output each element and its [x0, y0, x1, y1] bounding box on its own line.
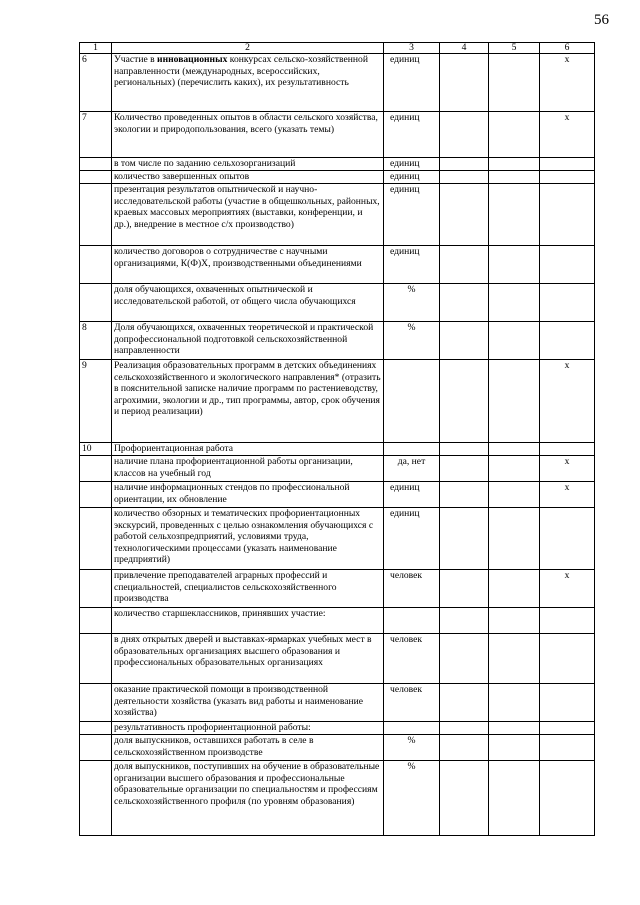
indicator-description: доля обучающихся, охваченных опытнической и исследовательской работой, от общего числа обучающихся [112, 284, 384, 322]
value-cell [440, 246, 489, 284]
column-header: 5 [489, 43, 540, 54]
indicator-description: презентация результатов опытнической и научно-исследовательской работы (участие в общешкольных, районных, краевых массовых мероприятиях (выставки, конференции, и др.), внедрение в местное с/х производство) [112, 184, 384, 246]
row-number: 7 [80, 112, 112, 158]
value-cell [489, 360, 540, 443]
row-number [80, 608, 112, 634]
row-number: 8 [80, 322, 112, 360]
mark-cell [540, 158, 595, 171]
mark-cell [540, 684, 595, 722]
unit-cell: единиц [384, 508, 440, 570]
row-number [80, 171, 112, 184]
unit-cell: % [384, 761, 440, 836]
unit-cell: % [384, 322, 440, 360]
unit-cell: человек [384, 684, 440, 722]
unit-cell [384, 608, 440, 634]
value-cell [489, 112, 540, 158]
value-cell [489, 184, 540, 246]
indicator-description: доля выпускников, поступивших на обучение в образовательные организации высшего образования и профессиональные образовательные организации по специальностям и профессиям сельскохозяйственного профиля (по уровням образования) [112, 761, 384, 836]
table-row [80, 443, 595, 456]
table-row [80, 284, 595, 322]
indicator-description: Профориентационная работа [112, 443, 384, 456]
row-number [80, 246, 112, 284]
value-cell [489, 508, 540, 570]
value-cell [489, 246, 540, 284]
value-cell [489, 158, 540, 171]
table-row [80, 722, 595, 735]
indicator-description: Реализация образовательных программ в детских объединениях сельскохозяйственного и экологического направления* (отразить в пояснительной записке наличие программ по растениеводству, агрохимии, экологии и др., тип программы, автор, срок обучения и период реализации) [112, 360, 384, 443]
value-cell [489, 735, 540, 761]
row-number [80, 684, 112, 722]
value-cell [489, 456, 540, 482]
table-row [80, 634, 595, 684]
indicator-description: количество обзорных и тематических профориентационных экскурсий, проведенных с целью ознакомления обучающихся с работой сельхозпредприятий, условиями труда, технологическими процессами (указать наименование предприятий) [112, 508, 384, 570]
row-number [80, 456, 112, 482]
table-row [80, 570, 595, 608]
row-number [80, 722, 112, 735]
mark-cell [540, 508, 595, 570]
indicator-description: Доля обучающихся, охваченных теоретической и практической допрофессиональной подготовкой сельскохозяйственной направленности [112, 322, 384, 360]
indicator-description: количество договоров о сотрудничестве с научными организациями, К(Ф)Х, производственными объединениями [112, 246, 384, 284]
unit-cell: единиц [384, 246, 440, 284]
indicator-table [79, 42, 595, 836]
unit-cell [384, 360, 440, 443]
unit-cell: человек [384, 570, 440, 608]
table-row [80, 322, 595, 360]
value-cell [489, 684, 540, 722]
table-row [80, 761, 595, 836]
table-row [80, 112, 595, 158]
page-number: 56 [594, 12, 609, 28]
unit-cell: да, нет [384, 456, 440, 482]
value-cell [440, 112, 489, 158]
row-number [80, 508, 112, 570]
header-row [80, 43, 595, 54]
indicator-description: Количество проведенных опытов в области сельского хозяйства, экологии и природопользования, всего (указать темы) [112, 112, 384, 158]
indicator-description: результативность профориентационной работы: [112, 722, 384, 735]
value-cell [440, 570, 489, 608]
table-row [80, 456, 595, 482]
indicator-description: Участие в инновационных конкурсах сельско-хозяйственной направленности (международных, всероссийских, региональных) (перечислить каких), их результативность [112, 54, 384, 112]
mark-cell [540, 184, 595, 246]
mark-cell: x [540, 482, 595, 508]
mark-cell [540, 722, 595, 735]
mark-cell [540, 634, 595, 684]
mark-cell [540, 246, 595, 284]
value-cell [440, 482, 489, 508]
value-cell [440, 322, 489, 360]
row-number [80, 570, 112, 608]
table-row [80, 54, 595, 112]
value-cell [440, 634, 489, 684]
row-number [80, 284, 112, 322]
unit-cell [384, 443, 440, 456]
unit-cell: единиц [384, 184, 440, 246]
mark-cell: x [540, 570, 595, 608]
unit-cell: единиц [384, 54, 440, 112]
indicator-description: наличие плана профориентационной работы организации, классов на учебный год [112, 456, 384, 482]
value-cell [489, 443, 540, 456]
indicator-description: количество завершенных опытов [112, 171, 384, 184]
value-cell [489, 482, 540, 508]
value-cell [440, 284, 489, 322]
table-row [80, 482, 595, 508]
mark-cell [540, 171, 595, 184]
row-number [80, 184, 112, 246]
unit-cell: единиц [384, 482, 440, 508]
value-cell [440, 761, 489, 836]
value-cell [440, 184, 489, 246]
unit-cell: единиц [384, 158, 440, 171]
value-cell [489, 284, 540, 322]
table-row [80, 684, 595, 722]
value-cell [440, 443, 489, 456]
table-row [80, 608, 595, 634]
value-cell [489, 54, 540, 112]
value-cell [440, 171, 489, 184]
column-header: 6 [540, 43, 595, 54]
value-cell [440, 608, 489, 634]
mark-cell [540, 443, 595, 456]
column-header: 4 [440, 43, 489, 54]
value-cell [489, 722, 540, 735]
indicator-description: в том числе по заданию сельхозорганизаций [112, 158, 384, 171]
indicator-description: привлечение преподавателей аграрных профессий и специальностей, специалистов сельскохозяйственного производства [112, 570, 384, 608]
column-header: 1 [80, 43, 112, 54]
mark-cell [540, 284, 595, 322]
row-number: 9 [80, 360, 112, 443]
mark-cell [540, 322, 595, 360]
mark-cell [540, 608, 595, 634]
value-cell [489, 171, 540, 184]
unit-cell [384, 722, 440, 735]
mark-cell: x [540, 360, 595, 443]
unit-cell: % [384, 284, 440, 322]
table-row [80, 171, 595, 184]
mark-cell: x [540, 54, 595, 112]
table-row [80, 184, 595, 246]
value-cell [489, 634, 540, 684]
table-row [80, 246, 595, 284]
row-number: 6 [80, 54, 112, 112]
column-header: 2 [112, 43, 384, 54]
table-row [80, 735, 595, 761]
table-row [80, 508, 595, 570]
row-number [80, 158, 112, 171]
value-cell [489, 608, 540, 634]
unit-cell: % [384, 735, 440, 761]
indicator-description: доля выпускников, оставшихся работать в селе в сельскохозяйственном производстве [112, 735, 384, 761]
indicator-description: наличие информационных стендов по профессиональной ориентации, их обновление [112, 482, 384, 508]
value-cell [489, 570, 540, 608]
indicator-description: в днях открытых дверей и выставках-ярмарках учебных мест в образовательных организациях высшего образования и профессиональных образовательных организациях [112, 634, 384, 684]
value-cell [440, 456, 489, 482]
mark-cell [540, 761, 595, 836]
table-row [80, 360, 595, 443]
indicator-description: количество старшеклассников, принявших участие: [112, 608, 384, 634]
unit-cell: единиц [384, 171, 440, 184]
value-cell [489, 761, 540, 836]
row-number: 10 [80, 443, 112, 456]
row-number [80, 761, 112, 836]
unit-cell: единиц [384, 112, 440, 158]
value-cell [440, 54, 489, 112]
value-cell [440, 360, 489, 443]
mark-cell: x [540, 456, 595, 482]
value-cell [440, 722, 489, 735]
value-cell [440, 158, 489, 171]
unit-cell: человек [384, 634, 440, 684]
value-cell [440, 684, 489, 722]
row-number [80, 735, 112, 761]
mark-cell: x [540, 112, 595, 158]
table-row [80, 158, 595, 171]
row-number [80, 482, 112, 508]
indicator-description: оказание практической помощи в производственной деятельности хозяйства (указать вид работы и наименование хозяйства) [112, 684, 384, 722]
column-header: 3 [384, 43, 440, 54]
mark-cell [540, 735, 595, 761]
row-number [80, 634, 112, 684]
value-cell [489, 322, 540, 360]
value-cell [440, 735, 489, 761]
value-cell [440, 508, 489, 570]
